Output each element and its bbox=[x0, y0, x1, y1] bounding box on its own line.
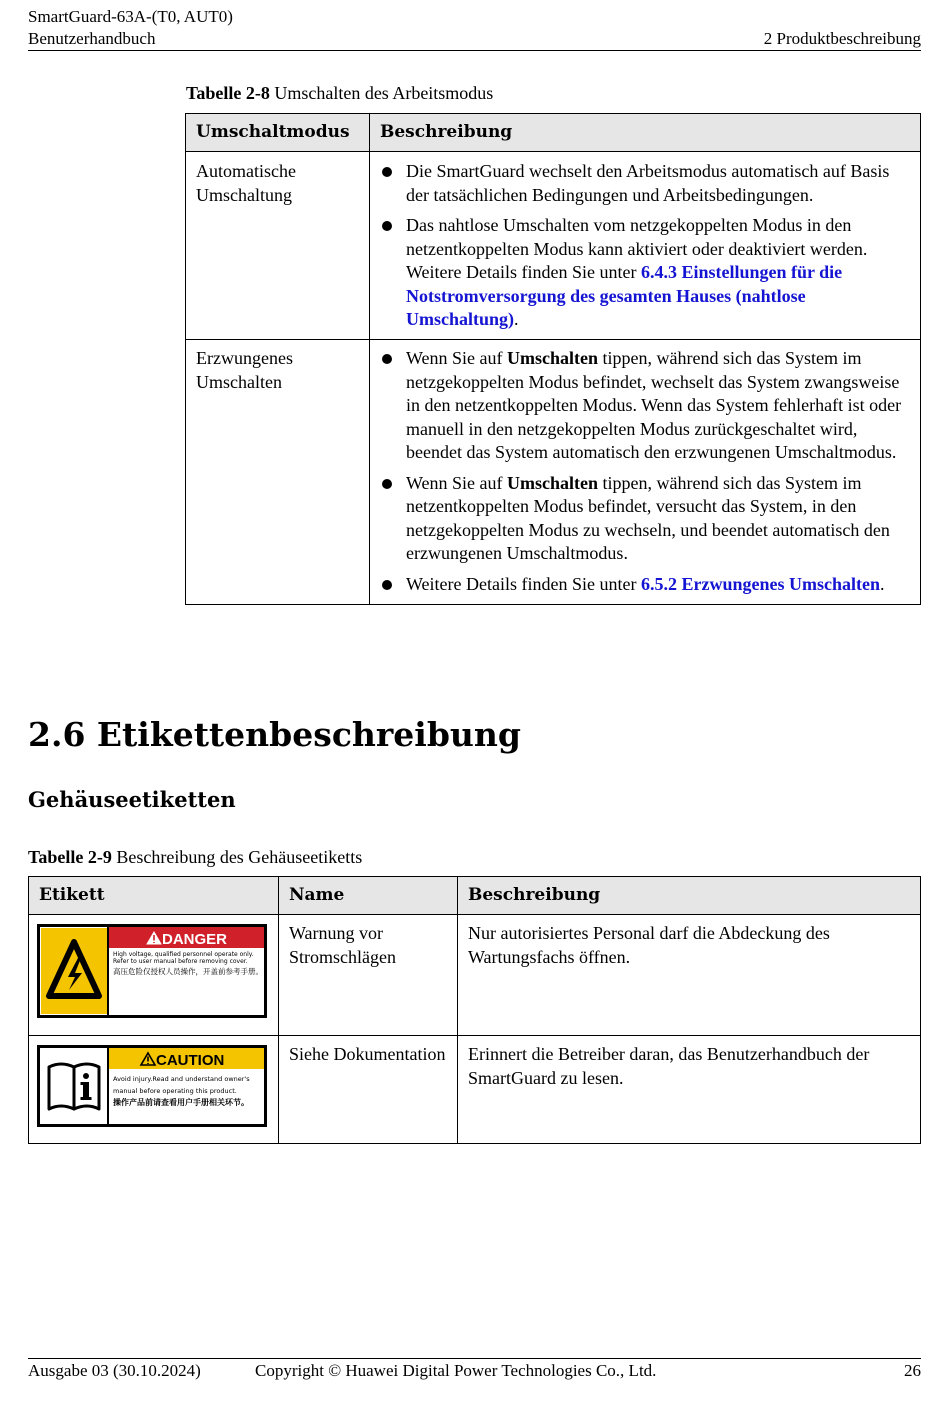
list-item-text: Wenn Sie auf bbox=[406, 348, 508, 368]
name-cell: Siehe Dokumentation bbox=[279, 1036, 458, 1144]
table-row bbox=[186, 340, 921, 605]
header-product: SmartGuard-63A-(T0, AUT0) bbox=[28, 7, 233, 26]
table-header-row bbox=[186, 114, 921, 152]
page-number: 26 bbox=[904, 1361, 921, 1380]
header-manual: Benutzerhandbuch bbox=[28, 29, 156, 48]
bullet-list bbox=[380, 160, 910, 332]
label-chinese-text: 操作产品前请查看用户手册相关环节。 bbox=[113, 1098, 249, 1107]
page-header bbox=[28, 6, 921, 50]
mode-cell: Erzwungenes Umschalten bbox=[186, 340, 370, 605]
ui-term-bold: Umschalten bbox=[507, 472, 599, 493]
subsection-title: Gehäuseetiketten bbox=[28, 787, 236, 812]
label-banner: DANGER bbox=[162, 931, 228, 948]
column-header-label: Etikett bbox=[29, 877, 279, 915]
list-item: Die SmartGuard wechselt den Arbeitsmodus automatisch auf Basis der tatsächlichen Bedingungen und Arbeitsbedingungen. bbox=[380, 160, 910, 207]
table-2-8-caption-text: Umschalten des Arbeitsmodus bbox=[269, 83, 494, 103]
description-cell: Nur autorisiertes Personal darf die Abdeckung des Wartungsfachs öffnen. bbox=[458, 915, 921, 1036]
table-2-9 bbox=[28, 876, 921, 1144]
section-title: 2.6 Etikettenbeschreibung bbox=[28, 715, 521, 754]
list-item-text: Wenn Sie auf bbox=[406, 472, 508, 493]
label-english-text: Avoid injury.Read and understand owner's manual before operating this product. bbox=[113, 1075, 250, 1095]
bullet-list bbox=[380, 347, 910, 596]
footer-divider bbox=[28, 1358, 921, 1359]
column-header-description: Beschreibung bbox=[458, 877, 921, 915]
table-row bbox=[186, 152, 921, 340]
link-6-5-2[interactable]: 6.5.2 Erzwungenes Umschalten bbox=[640, 573, 880, 594]
link-6-4-3[interactable]: 6.4.3 Einstellungen für die Notstromversorgung des gesamten Hauses (nahtlose Umschaltung) bbox=[406, 262, 843, 329]
label-cell bbox=[29, 1036, 279, 1144]
table-2-9-caption bbox=[28, 846, 362, 868]
ui-term-bold: Umschalten bbox=[507, 348, 599, 368]
column-header-name: Name bbox=[279, 877, 458, 915]
name-cell: Warnung vor Stromschlägen bbox=[279, 915, 458, 1036]
caution-label-image bbox=[37, 1045, 267, 1127]
table-2-9-caption-number: Tabelle 2-9 bbox=[28, 847, 112, 867]
list-item bbox=[380, 347, 910, 465]
list-item bbox=[380, 214, 910, 332]
column-header-description: Beschreibung bbox=[370, 114, 921, 152]
list-item-text: tippen, während sich das System im netzentkoppelten Modus befindet, versucht das System, in den netzgekoppelten Modus zu wechseln, und beendet automatisch den erzwungenen Umschaltmodus. bbox=[406, 472, 890, 563]
label-cell bbox=[29, 915, 279, 1036]
list-item bbox=[380, 472, 910, 566]
footer-edition: Ausgabe 03 (30.10.2024) bbox=[28, 1361, 201, 1380]
danger-label-image bbox=[37, 924, 267, 1018]
table-2-8-caption-number: Tabelle 2-8 bbox=[186, 83, 270, 103]
read-manual-icon bbox=[49, 1064, 99, 1109]
list-item-text: Weitere Details finden Sie unter bbox=[406, 573, 641, 594]
header-divider bbox=[28, 50, 921, 51]
description-cell: Erinnert die Betreiber daran, das Benutzerhandbuch der SmartGuard zu lesen. bbox=[458, 1036, 921, 1144]
column-header-mode: Umschaltmodus bbox=[186, 114, 370, 152]
mode-cell: Automatische Umschaltung bbox=[186, 152, 370, 340]
description-cell bbox=[370, 152, 921, 340]
list-item bbox=[380, 573, 910, 597]
list-item-text: tippen, während sich das System im netzgekoppelten Modus befindet, wechselt das System zwangsweise in den netzentkoppelten Modus. Wenn das System fehlerhaft ist oder manuell in den netzgekoppelten Modus zurückgeschaltet wird, beendet das System automatisch den erzwungenen Umschaltmodus. bbox=[406, 348, 902, 462]
table-row bbox=[29, 915, 921, 1036]
label-chinese-text: 高压危险仅授权人员操作，开盖前参考手册。 bbox=[113, 967, 263, 976]
table-2-8 bbox=[185, 113, 921, 605]
list-item-text: . bbox=[514, 309, 519, 329]
footer-copyright: Copyright © Huawei Digital Power Technologies Co., Ltd. bbox=[255, 1361, 657, 1380]
table-2-9-caption-text: Beschreibung des Gehäuseetiketts bbox=[111, 847, 363, 867]
list-item-text: . bbox=[879, 573, 885, 594]
table-header-row bbox=[29, 877, 921, 915]
label-english-text: High voltage, qualified personnel operate only. Refer to user manual before removing cover. bbox=[113, 951, 254, 965]
table-row bbox=[29, 1036, 921, 1144]
table-2-8-caption bbox=[186, 82, 493, 104]
description-cell bbox=[370, 340, 921, 605]
label-banner: CAUTION bbox=[156, 1052, 225, 1069]
list-item-text: Das nahtlose Umschalten vom netzgekoppelten Modus in den netzentkoppelten Modus kann aktiviert oder deaktiviert werden. Weitere Details finden Sie unter bbox=[406, 215, 868, 282]
header-chapter: 2 Produktbeschreibung bbox=[763, 29, 921, 48]
